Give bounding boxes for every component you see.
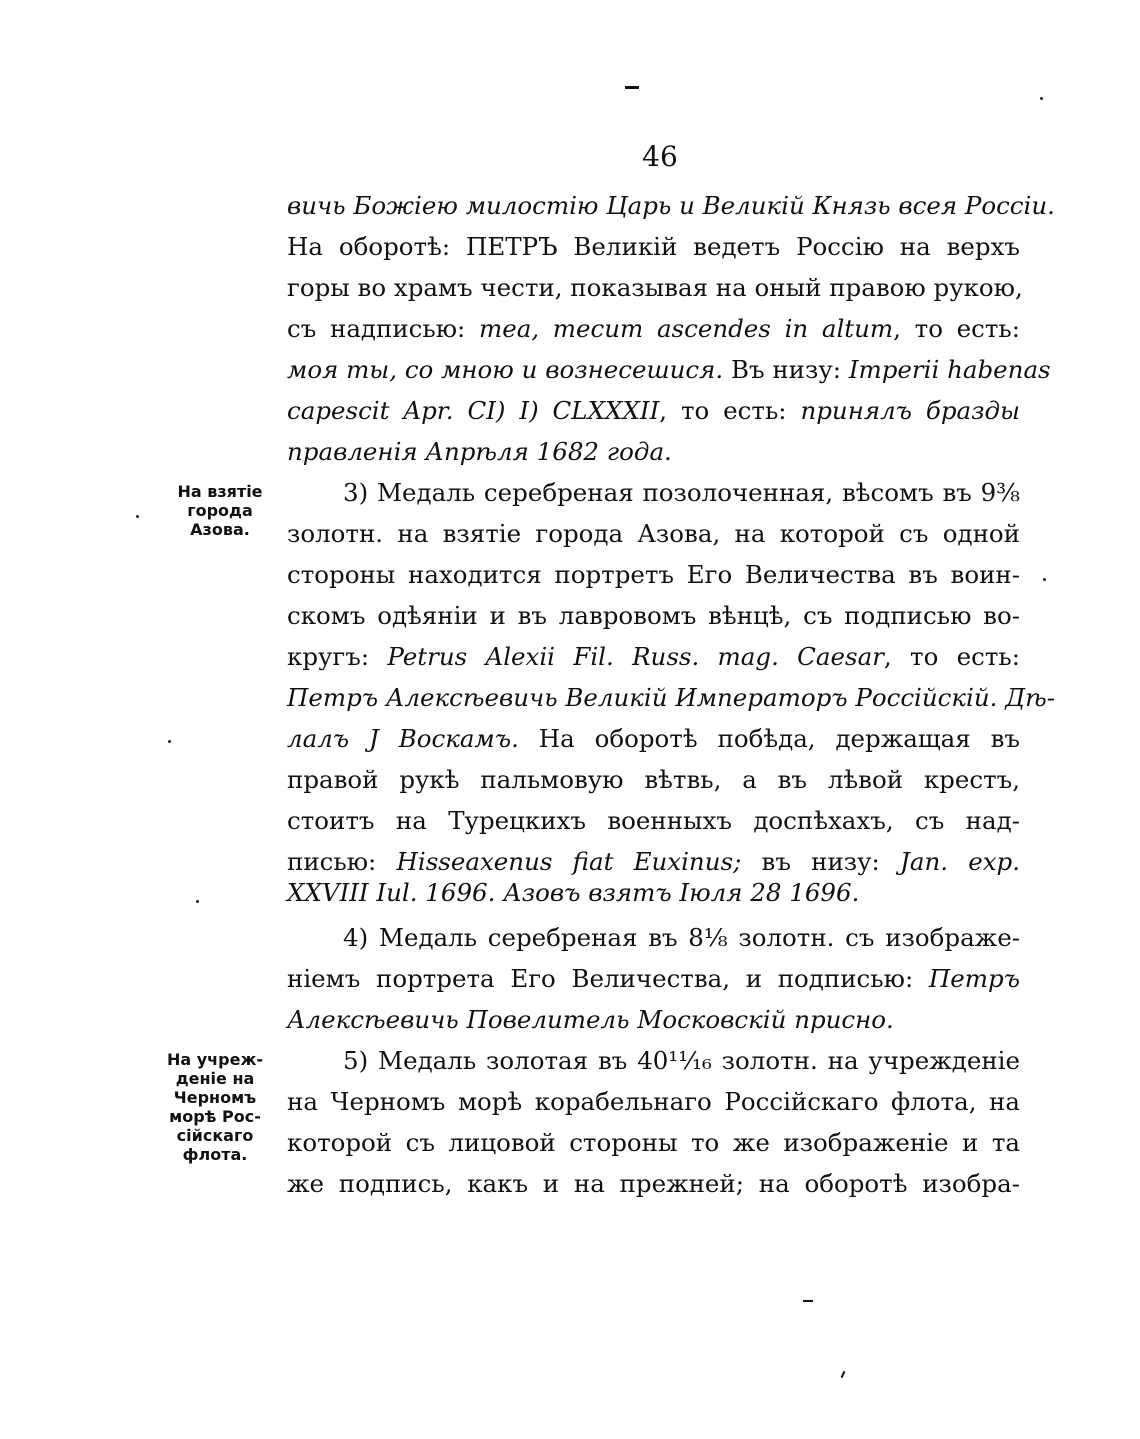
text-line bbox=[287, 959, 1020, 999]
text-line bbox=[287, 350, 1051, 390]
script-run: Алексѣевичь Повелитель Московскій присно. bbox=[287, 1005, 894, 1034]
margin-note-azov bbox=[160, 482, 280, 539]
margin-note-line: сійскаго bbox=[176, 1126, 254, 1145]
margin-note-line: морѣ Рос- bbox=[169, 1107, 261, 1126]
text-line bbox=[287, 514, 1020, 554]
speck bbox=[136, 515, 139, 518]
margin-note-line: На взятіе bbox=[177, 482, 263, 501]
text-run: ніемъ портрета Его Величества, и подписью: bbox=[287, 964, 929, 993]
text-line bbox=[287, 596, 1020, 636]
text-line bbox=[287, 268, 1023, 308]
text-line bbox=[287, 555, 1020, 595]
script-run: Петръ bbox=[928, 964, 1020, 993]
paragraph-first-line bbox=[287, 1041, 1020, 1081]
printer-mark bbox=[625, 86, 639, 89]
paragraph-first-line bbox=[287, 473, 1020, 513]
margin-note-line: Черномъ bbox=[173, 1088, 257, 1107]
text-line bbox=[287, 719, 1020, 759]
margin-note-line: флота. bbox=[182, 1145, 248, 1164]
text-run: съ надписью: bbox=[287, 314, 479, 343]
text-line bbox=[287, 432, 1020, 472]
latin-italic-run: Hisseaxenus fiat Euxinus; bbox=[396, 847, 742, 876]
text-run: горы во храмъ чести, показывая на оный правою рукою, bbox=[287, 273, 1023, 302]
text-run: кругъ: bbox=[287, 642, 388, 671]
printer-mark bbox=[803, 1300, 813, 1302]
text-line bbox=[287, 227, 1020, 267]
text-run: , то есть: bbox=[893, 314, 1020, 343]
text-run: на Черномъ морѣ корабельнаго Россійскаго флота, на bbox=[287, 1087, 1020, 1116]
text-run: которой съ лицовой стороны то же изображеніе и та bbox=[287, 1128, 1020, 1157]
text-run: 4) Медаль серебреная въ 8⅛ золотн. съ изображе- bbox=[343, 923, 1020, 952]
latin-italic-run: Petrus Alexii Fil. Russ. mag. Caesar bbox=[387, 642, 884, 671]
latin-italic-run: capescit Apr. CI) I) CLXXXII bbox=[287, 396, 660, 425]
page-number: 46 bbox=[642, 140, 678, 173]
text-run: Въ низу: bbox=[723, 355, 849, 384]
speck bbox=[168, 740, 171, 743]
speck bbox=[1043, 578, 1046, 581]
script-run: Петръ Алексѣевичь Великій Императоръ Россійскій. Дѣ- bbox=[287, 683, 1056, 712]
latin-italic-run: Imperii habenas bbox=[848, 355, 1051, 384]
text-run: На оборотѣ: ПЕТРЪ Великій ведетъ Россію на верхъ bbox=[287, 232, 1020, 261]
text-run: золотн. на взятіе города Азова, на которой съ одной bbox=[287, 519, 1020, 548]
text-line bbox=[287, 1000, 1020, 1040]
text-line bbox=[287, 760, 1020, 800]
text-run: писью: bbox=[287, 847, 397, 876]
script-run: принялъ бразды bbox=[800, 396, 1021, 425]
text-run: На оборотѣ побѣда, держащая въ bbox=[518, 724, 1020, 753]
text-run: стоитъ на Турецкихъ военныхъ доспѣхахъ, съ над- bbox=[287, 806, 1020, 835]
margin-note-line: На учреж- bbox=[166, 1050, 264, 1069]
text-line bbox=[287, 678, 1056, 718]
latin-italic-run: XXVIII Iul. 1696. Азовъ взятъ Іюля 28 1696. bbox=[287, 878, 860, 907]
text-line bbox=[287, 637, 1020, 677]
text-run: скомъ одѣяніи и въ лавровомъ вѣнцѣ, съ подписью во- bbox=[287, 601, 1020, 630]
text-line bbox=[287, 186, 1055, 226]
text-run: стороны находится портретъ Его Величества въ воин- bbox=[287, 560, 1020, 589]
speck bbox=[1040, 97, 1043, 100]
latin-italic-run: mea, mecum ascendes in altum bbox=[479, 314, 894, 343]
script-run: лалъ J Воскамъ. bbox=[287, 724, 519, 753]
script-run: моя ты, со мною и вознесешися. bbox=[287, 355, 724, 384]
text-line bbox=[287, 1164, 1020, 1204]
script-run: вичь Божіею милостію Царь и Великій Князь всея Россіи. bbox=[287, 191, 1055, 220]
text-run: 5) Медаль золотая въ 40¹¹⁄₁₆ золотн. на учрежденіе bbox=[343, 1046, 1020, 1075]
text-line bbox=[287, 391, 1020, 431]
text-run: , то есть: bbox=[659, 396, 801, 425]
script-run: правленія Апрѣля 1682 года. bbox=[287, 437, 672, 466]
margin-note-line: города bbox=[187, 501, 253, 520]
text-line bbox=[287, 309, 1020, 349]
text-run: же подпись, какъ и на прежней; на оборотѣ изобра- bbox=[287, 1169, 1020, 1198]
text-run: , то есть: bbox=[883, 642, 1020, 671]
text-line bbox=[287, 1082, 1020, 1122]
printer-mark bbox=[841, 1371, 846, 1378]
text-line bbox=[287, 1123, 1020, 1163]
speck bbox=[196, 900, 199, 903]
text-run: 3) Медаль серебреная позолоченная, вѣсомъ въ 9⅜ bbox=[343, 478, 1020, 507]
margin-note-fleet bbox=[155, 1050, 275, 1164]
text-line bbox=[287, 873, 1020, 913]
text-run: правой рукѣ пальмовую вѣтвь, а въ лѣвой крестъ, bbox=[287, 765, 1020, 794]
paragraph-first-line bbox=[287, 918, 1020, 958]
text-run: въ низу: bbox=[741, 847, 901, 876]
text-line bbox=[287, 801, 1020, 841]
latin-italic-run: Jan. exp. bbox=[900, 847, 1021, 876]
margin-note-line: деніе на bbox=[175, 1069, 255, 1088]
margin-note-line: Азова. bbox=[190, 520, 250, 539]
